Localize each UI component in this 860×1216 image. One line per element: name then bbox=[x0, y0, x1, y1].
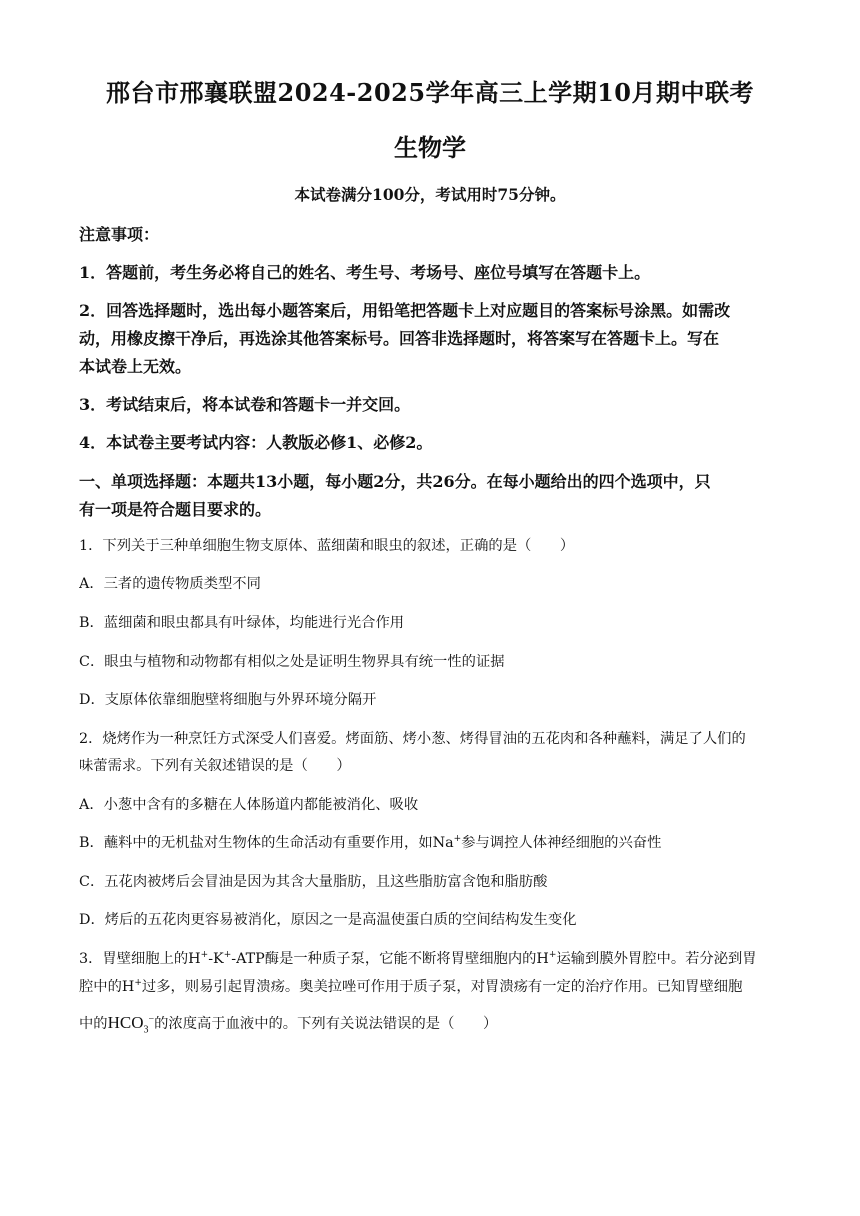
question-2-stem-line-1: 2．烧烤作为一种烹饪方式深受人们喜爱。烤面筋、烤小葱、烤得冒油的五花肉和各种蘸料，满足了人们的 bbox=[79, 731, 746, 747]
q3-l2-part-a: 腔中的H bbox=[79, 979, 135, 995]
q3-l3-part-a: 中的 bbox=[79, 1016, 108, 1032]
bicarbonate-formula bbox=[107, 1013, 155, 1036]
chem-superscript: − bbox=[148, 1014, 155, 1025]
question-3-stem-line-2 bbox=[79, 976, 783, 996]
q3-l3-part-b: 的浓度高于血液中的。下列有关说法错误的是（ ） bbox=[154, 1016, 498, 1032]
question-3-stem-line-3 bbox=[79, 1013, 783, 1035]
question-1-option-b: B．蓝细菌和眼虫都具有叶绿体，均能进行光合作用 bbox=[79, 615, 405, 631]
note-1: 1．答题前，考生务必将自己的姓名、考生号、考场号、座位号填写在答题卡上。 bbox=[79, 263, 651, 282]
question-1-option-d: D．支原体依靠细胞壁将细胞与外界环境分隔开 bbox=[79, 692, 377, 708]
question-1-option-a: A．三者的遗传物质类型不同 bbox=[79, 576, 261, 592]
notes-heading: 注意事项： bbox=[79, 225, 160, 244]
q3-l1-sup-3: + bbox=[548, 950, 557, 960]
note-2-line-2: 动，用橡皮擦干净后，再选涂其他答案标号。回答非选择题时，将答案写在答题卡上。写在 bbox=[79, 329, 720, 348]
question-2-option-a: A．小葱中含有的多糖在人体肠道内都能被消化、吸收 bbox=[79, 797, 419, 813]
note-4: 4．本试卷主要考试内容：人教版必修1、必修2。 bbox=[79, 433, 433, 452]
question-2-option-d: D．烤后的五花肉更容易被消化，原因之一是高温使蛋白质的空间结构发生变化 bbox=[79, 912, 577, 928]
section-heading-line-1: 一、单项选择题：本题共13小题，每小题2分，共26分。在每小题给出的四个选项中，只 bbox=[79, 472, 711, 491]
question-2-option-c: C．五花肉被烤后会冒油是因为其含大量脂肪，且这些脂肪富含饱和脂肪酸 bbox=[79, 874, 548, 890]
q3-l1-sup-1: + bbox=[200, 950, 209, 960]
q3-l2-sup: + bbox=[134, 978, 142, 988]
section-heading-line-2: 有一项是符合题目要求的。 bbox=[79, 500, 272, 519]
exam-title: 邢台市邢襄联盟2024-2025学年高三上学期10月期中联考 bbox=[106, 78, 754, 107]
chem-text: HCO bbox=[107, 1013, 144, 1032]
question-2-stem-line-2: 味蕾需求。下列有关叙述错误的是（ ） bbox=[79, 758, 351, 774]
note-2-line-3: 本试卷上无效。 bbox=[79, 357, 192, 376]
q3-l1-part-b: -K bbox=[208, 951, 224, 967]
question-3-stem-line-1 bbox=[79, 948, 783, 968]
subject-title: 生物学 bbox=[394, 133, 466, 162]
note-3: 3．考试结束后，将本试卷和答题卡一并交回。 bbox=[79, 395, 411, 414]
q3-l1-part-c: -ATP酶是一种质子泵，它能不断将胃壁细胞内的H bbox=[231, 951, 549, 967]
q3-l1-part-d: 运输到膜外胃腔中。若分泌到胃 bbox=[556, 951, 757, 967]
q2-b-text-post: 参与调控人体神经细胞的兴奋性 bbox=[461, 835, 662, 851]
q2-b-text-pre: B．蘸料中的无机盐对生物体的生命活动有重要作用，如Na bbox=[79, 835, 454, 851]
question-1-stem: 1．下列关于三种单细胞生物支原体、蓝细菌和眼虫的叙述，正确的是（ ） bbox=[79, 538, 575, 554]
question-1-option-c: C．眼虫与植物和动物都有相似之处是证明生物界具有统一性的证据 bbox=[79, 654, 505, 670]
q3-l2-part-b: 过多，则易引起胃溃疡。奥美拉唑可作用于质子泵，对胃溃疡有一定的治疗作用。已知胃壁细胞 bbox=[141, 979, 743, 995]
question-2-option-b bbox=[79, 832, 783, 852]
exam-info: 本试卷满分100分，考试用时75分钟。 bbox=[294, 185, 566, 204]
q3-l1-sup-2: + bbox=[223, 950, 232, 960]
q3-l1-part-a: 3．胃壁细胞上的H bbox=[79, 951, 201, 967]
q2-b-superscript: + bbox=[453, 834, 462, 844]
chem-subscript: 3 bbox=[143, 1024, 149, 1036]
note-2-line-1: 2．回答选择题时，选出每小题答案后，用铅笔把答题卡上对应题目的答案标号涂黑。如需改 bbox=[79, 301, 731, 320]
